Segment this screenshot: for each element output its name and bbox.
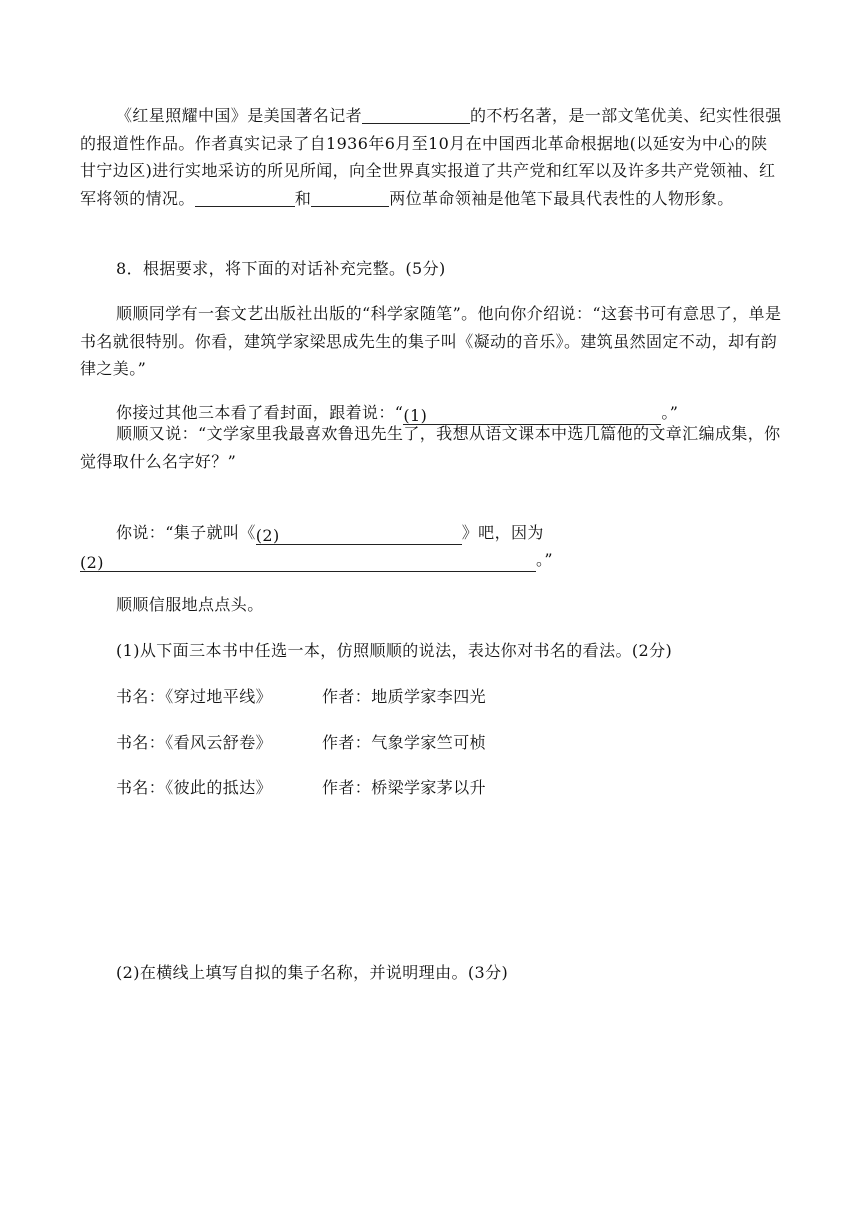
dialogue-paragraph-3: 顺顺又说：“文学家里我最喜欢鲁迅先生了，我想从语文课本中选几篇他的文章汇编成集，你觉得取什么名字好？” <box>80 424 781 471</box>
intro-text-1: 《红星照耀中国》是美国著名记者 <box>116 106 363 125</box>
dialogue-paragraph-4-line2 <box>80 547 553 572</box>
blank-2-label: (2) <box>255 526 280 545</box>
book-title-1: 书名：《穿过地平线》 <box>116 687 273 706</box>
dialogue-4-suffix: 。” <box>536 550 553 569</box>
dialogue-4-prefix: 你说：“集子就叫《 <box>116 523 256 542</box>
book-item-2 <box>116 730 486 753</box>
collection-name-blank[interactable] <box>256 526 462 545</box>
intro-text-3: 和 <box>294 188 312 208</box>
dialogue-2-suffix: 。” <box>661 403 679 422</box>
reporter-blank[interactable] <box>362 105 470 124</box>
book-title-2: 书名：《看风云舒卷》 <box>116 733 273 752</box>
book-author-1: 作者：地质学家李四光 <box>322 687 487 706</box>
book-item-1 <box>116 684 486 707</box>
question-title: 8．根据要求，将下面的对话补充完整。(5分) <box>116 259 446 278</box>
sub-question-1: (1)从下面三本书中任选一本，仿照顺顺的说法，表达你对书名的看法。(2分) <box>116 641 673 660</box>
intro-text-4: 两位革命领袖是他笔下最具代表性的人物形象。 <box>389 188 734 208</box>
leader-blank-2[interactable] <box>311 188 389 207</box>
book-item-3 <box>116 775 486 798</box>
book-author-2: 作者：气象学家竺可桢 <box>322 733 487 752</box>
blank-1-label: (1) <box>403 406 428 425</box>
blank-3-label: (2) <box>80 553 104 572</box>
book-title-3: 书名：《彼此的抵达》 <box>116 778 273 797</box>
dialogue-2-prefix: 你接过其他三本看了看封面，跟着说：“ <box>116 403 404 422</box>
leader-blank-1[interactable] <box>195 188 295 207</box>
intro-text-2: 的不朽名著，是一部文笔优美、纪实性很强的报道性作品。作者真实记录了自1936年6月至10月在中国西北革命根据地(以延安为中心的陕甘宁边区)进行实地采访的所见所闻，向全世界真实报道了共产党和红军以及许多共产党领袖、红军将领的情况。 <box>80 106 782 208</box>
reason-blank[interactable] <box>80 553 536 572</box>
dialogue-paragraph-4-line1 <box>116 520 544 545</box>
sub-question-2: (2)在横线上填写自拟的集子名称，并说明理由。(3分) <box>116 963 509 982</box>
book-author-3: 作者：桥梁学家茅以升 <box>322 778 487 797</box>
dialogue-4-mid: 》吧，因为 <box>461 523 544 542</box>
intro-paragraph <box>80 102 782 212</box>
dialogue-paragraph-1: 顺顺同学有一套文艺出版社出版的“科学家随笔”。他向你介绍说：“这套书可有意思了，单是书名就很特别。你看，建筑学家梁思成先生的集子叫《凝动的音乐》。建筑虽然固定不动，却有韵律之美。” <box>80 304 782 378</box>
dialogue-paragraph-5: 顺顺信服地点点头。 <box>116 595 264 614</box>
